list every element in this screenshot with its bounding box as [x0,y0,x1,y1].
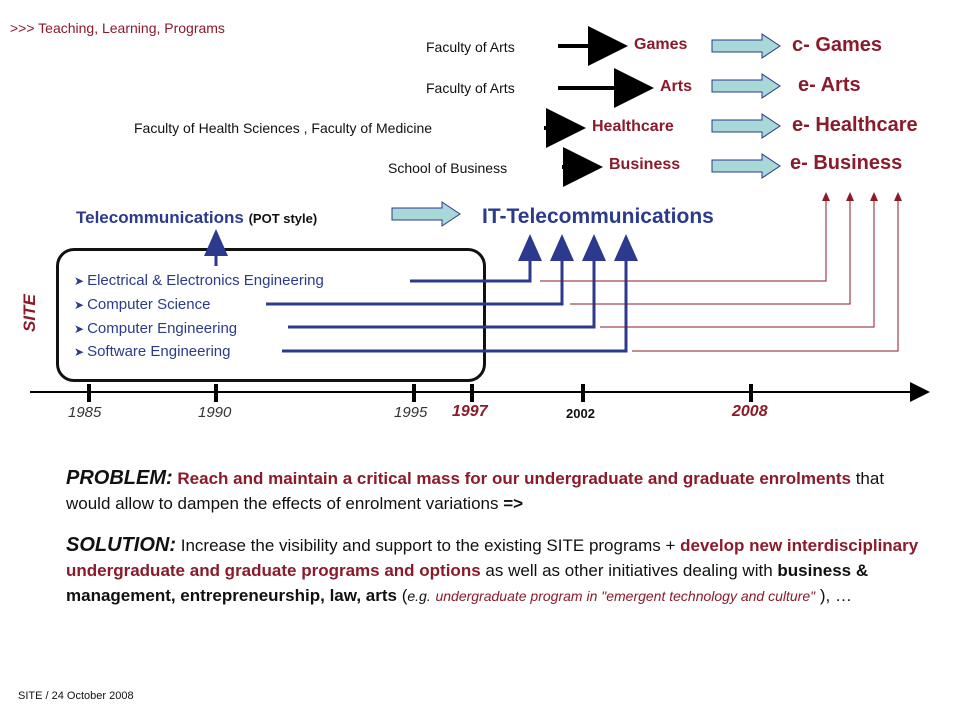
faculty-label-arts: Faculty of Arts [426,80,515,96]
solution-emphasis: develop new interdisciplinary undergraduate and graduate programs and options [66,536,919,580]
solution-heading: SOLUTION: [66,534,176,556]
bullet-arrow-icon: ➤ [74,298,85,312]
problem-rest: that would allow to dampen the effects of enrolment variations [66,469,885,513]
product-arts: Arts [660,78,693,95]
problem-paragraph [66,466,926,516]
problem-heading: PROBLEM: [66,467,173,489]
year-1990: 1990 [198,404,232,421]
product-healthcare: Healthcare [592,118,674,135]
year-1995: 1995 [394,404,428,421]
connector-eee [410,237,530,281]
footer: SITE / 24 October 2008 [18,690,134,702]
block-arrow-telecom [392,202,460,226]
solution-open-paren: ( [401,586,408,605]
faculty-label-health: Faculty of Health Sciences , Faculty of Medicine [134,120,433,136]
eprogram-healthcare: e- Healthcare [792,114,918,136]
it-telecom-label: IT-Telecommunications [482,205,714,228]
program-item-eee: ➤ Electrical & Electronics Engineering [74,272,324,289]
solution-text-2: as well as other initiatives dealing with [485,561,773,580]
eprogram-arts: e- Arts [798,74,861,96]
connector-cs [266,237,562,304]
solution-bold: business & management, entrepreneurship, law, arts [66,561,869,605]
bullet-arrow-icon: ➤ [74,322,85,336]
red-line-1 [540,193,826,281]
year-2008: 2008 [732,403,768,420]
problem-emphasis: Reach and maintain a critical mass for our undergraduate and graduate enrolments [177,469,851,488]
solution-paragraph [66,533,926,609]
year-1985: 1985 [68,404,102,421]
block-arrow-healthcare [712,114,780,138]
block-arrow-business [712,154,780,178]
product-business: Business [609,156,681,173]
bullet-arrow-icon: ➤ [74,345,85,359]
telecom-title: Telecommunications [76,208,244,227]
connector-se [282,237,626,351]
solution-close-paren: ), [819,586,831,605]
product-games: Games [634,36,688,53]
program-item-se: ➤ Software Engineering [74,343,231,360]
problem-arrow: => [503,494,524,513]
solution-tail: … [834,586,852,605]
solution-eg: e.g. [407,588,431,604]
bullet-arrow-icon: ➤ [74,274,85,288]
red-line-3 [600,193,874,327]
eprogram-business: e- Business [790,152,903,174]
year-2002: 2002 [566,406,595,421]
program-item-cs: ➤ Computer Science [74,296,211,313]
red-line-2 [570,193,850,304]
solution-example: undergraduate program in "emergent technology and culture" [435,588,816,604]
year-1997: 1997 [452,403,488,420]
faculty-label-business: School of Business [388,160,508,176]
program-item-ce: ➤ Computer Engineering [74,320,238,337]
block-arrow-games [712,34,780,58]
eprogram-games: c- Games [792,34,883,56]
telecom-note: (POT style) [248,211,318,226]
faculty-label-games: Faculty of Arts [426,39,515,55]
site-label: SITE [20,294,39,332]
breadcrumb: >>> Teaching, Learning, Programs [10,20,225,36]
block-arrow-arts [712,74,780,98]
solution-text-1: Increase the visibility and support to the existing SITE programs + [180,536,676,555]
